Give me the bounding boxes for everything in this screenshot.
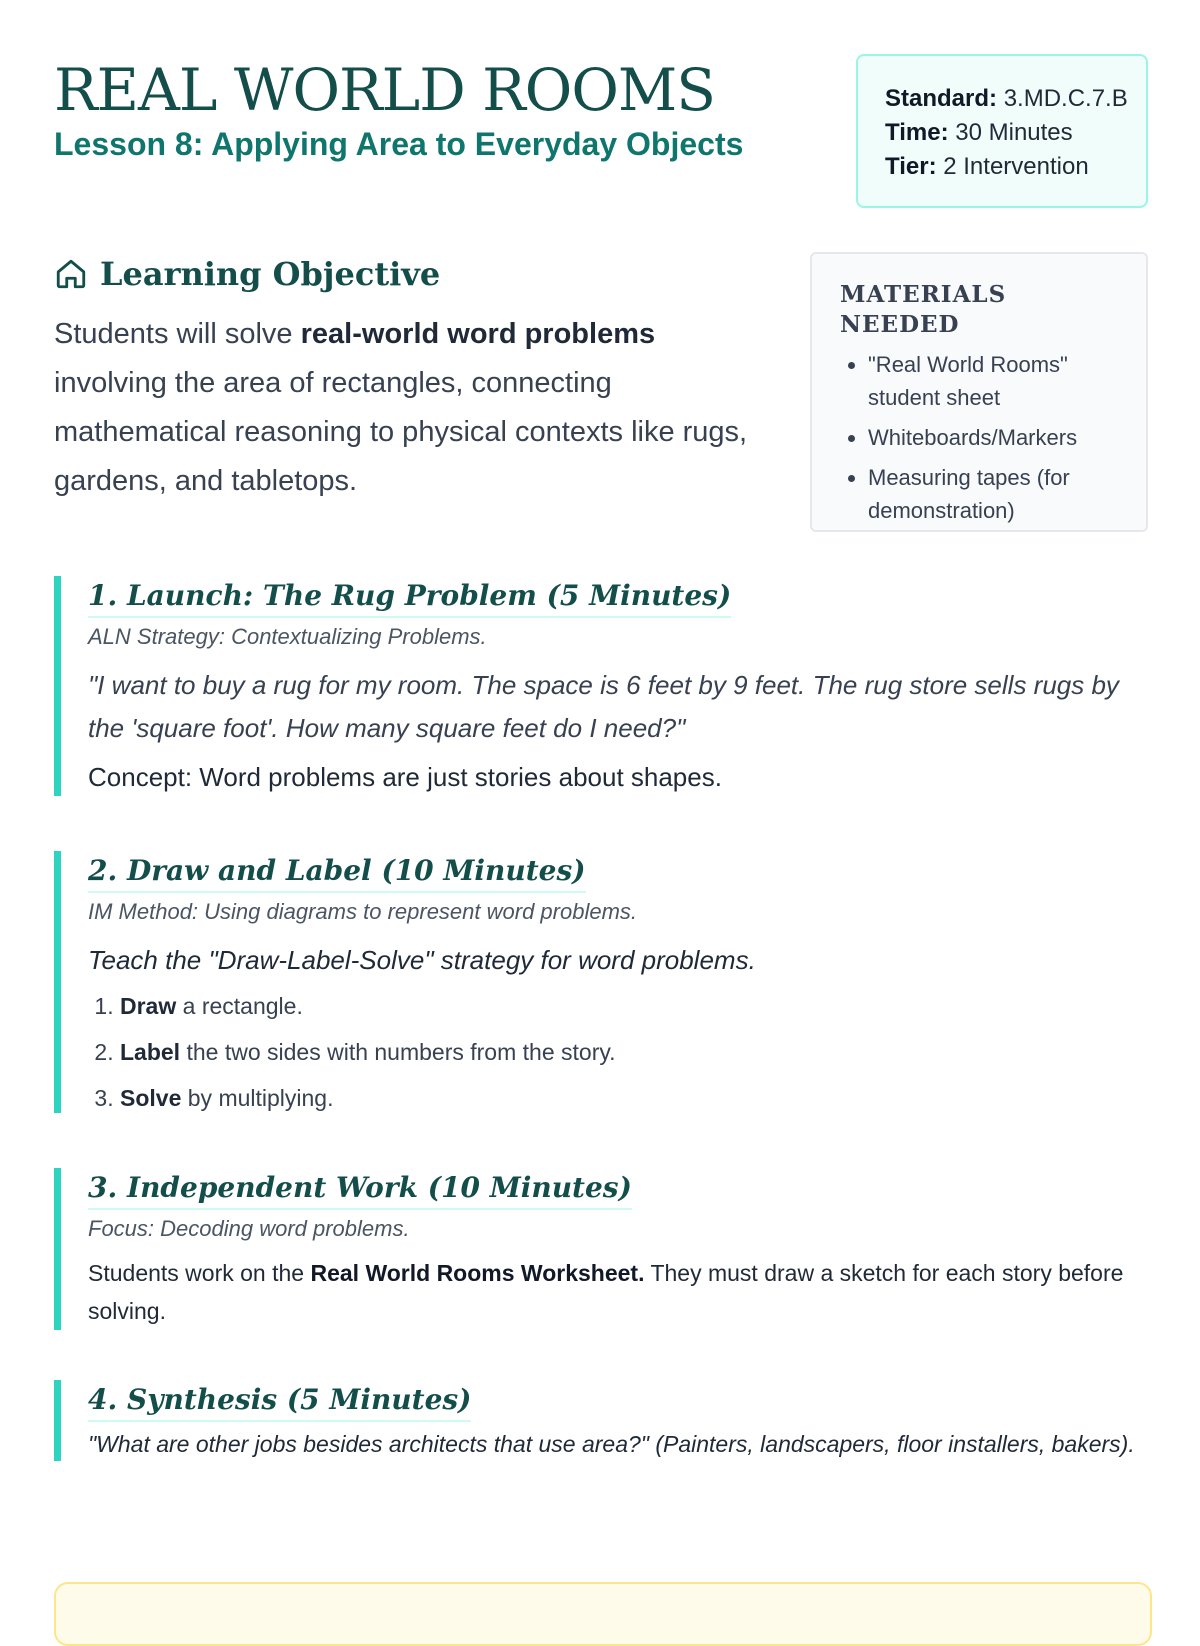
section-launch [54,576,1148,796]
section-independent-title: 3. Independent Work (10 Minutes) [88,1168,632,1210]
step-text: by multiplying. [181,1085,334,1111]
section-independent-focus: Focus: Decoding word problems. [88,1216,410,1241]
meta-time-label: Time: [885,119,949,146]
section-launch-concept: Concept: Word problems are just stories about shapes. [88,762,722,792]
section-launch-quote: "I want to buy a rug for my room. The space is 6 feet by 9 feet. The rug store sells rugs by the 'square foot'. How many square feet do I need?" [88,670,1119,743]
materials-list [840,348,1126,527]
materials-heading: MATERIALS NEEDED [840,281,1007,338]
materials-box [810,252,1148,532]
materials-item: • Whiteboards/Markers [868,421,1126,454]
learning-objective [54,252,774,506]
section-synthesis-title: 4. Synthesis (5 Minutes) [88,1380,471,1422]
objective-text-end: involving the area of rectangles, connecting mathematical reasoning to physical contexts like rugs, gardens, and tabletops. [54,367,748,497]
meta-standard-value: 3.MD.C.7.B [1003,85,1128,112]
home-icon [54,257,88,291]
meta-tier [885,150,1146,184]
section-draw-label [54,851,1148,1113]
section-independent-work [54,1168,1148,1330]
objective-heading [54,252,774,296]
meta-time [885,116,1146,150]
meta-standard-label: Standard: [885,85,998,112]
section-draw-strategy: IM Method: Using diagrams to represent word problems. [88,899,638,924]
step-text: the two sides with numbers from the story. [180,1039,616,1065]
independent-body-end: They must draw a sketch for each story before solving. [88,1260,1124,1324]
meta-time-value: 30 Minutes [955,119,1073,146]
callout-box [54,1582,1152,1646]
objective-text-emphasis: real-world word problems [300,318,656,350]
lesson-meta-box [856,54,1148,208]
materials-item: • Measuring tapes (for demonstration) [868,461,1126,527]
section-synthesis-question: "What are other jobs besides architects that use area?" (Painters, landscapers, floor installers, bakers). [88,1431,1135,1457]
worksheet-name: Real World Rooms Worksheet. [310,1260,645,1286]
step-item [120,991,1148,1021]
section-launch-strategy: ALN Strategy: Contextualizing Problems. [88,624,487,649]
objective-heading-text: Learning Objective [100,255,441,293]
step-keyword: Draw [120,993,177,1019]
step-keyword: Label [120,1039,181,1065]
step-item [120,1083,1148,1113]
section-launch-title: 1. Launch: The Rug Problem (5 Minutes) [88,576,731,618]
materials-item: • "Real World Rooms" student sheet [868,348,1126,414]
section-independent-body [88,1254,1148,1330]
objective-text-start: Students will solve [54,318,301,350]
meta-tier-value: 2 Intervention [943,153,1089,180]
lesson-subtitle: Lesson 8: Applying Area to Everyday Objects [54,126,744,162]
independent-body-start: Students work on the [88,1260,311,1286]
section-synthesis [54,1380,1148,1461]
lesson-header [54,50,1148,220]
section-draw-lead: Teach the "Draw-Label-Solve" strategy for word problems. [88,945,756,975]
step-keyword: Solve [120,1085,182,1111]
step-item [120,1037,1148,1067]
objective-text [54,310,774,506]
step-text: a rectangle. [176,993,303,1019]
meta-tier-label: Tier: [885,153,937,180]
section-draw-title: 2. Draw and Label (10 Minutes) [88,851,586,893]
lesson-page [54,0,1148,1600]
page-title: REAL WORLD ROOMS [54,56,716,124]
draw-label-solve-steps [88,991,1148,1113]
meta-standard [885,82,1146,116]
